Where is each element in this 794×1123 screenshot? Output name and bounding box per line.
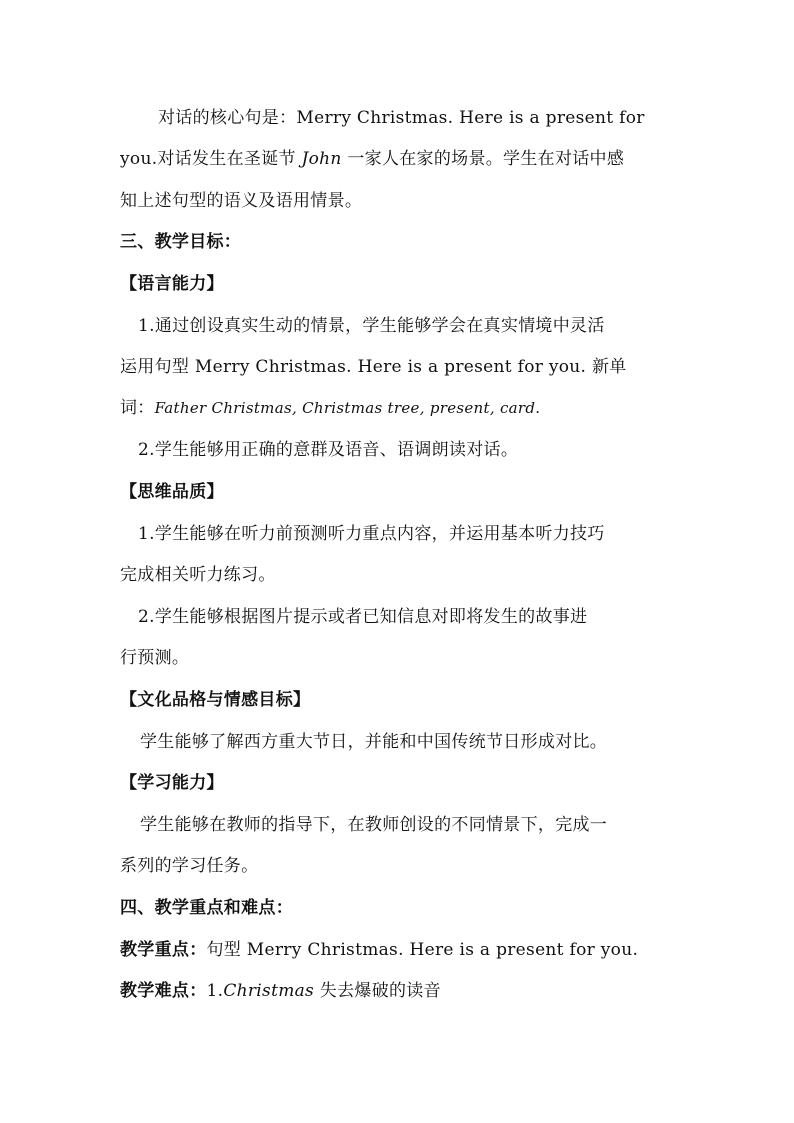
language-item1-line2: 运用句型 Merry Christmas. Here is a present for you. 新单	[120, 357, 627, 377]
paragraph-core-sentence-line1: 对话的核心句是：Merry Christmas. Here is a present for	[158, 108, 645, 128]
difficult-point-line	[120, 979, 680, 1003]
thinking-item1-line1: 1.学生能够在听力前预测听力重点内容，并运用基本听力技巧	[138, 524, 605, 544]
word-christmas: Christmas	[223, 981, 315, 1001]
name-john: John	[301, 149, 342, 169]
text-segment: 1.	[206, 981, 224, 1001]
language-item1-line1: 1.通过创设真实生动的情景，学生能够学会在真实情境中灵活	[138, 316, 605, 336]
thinking-item1-line2: 完成相关听力练习。	[120, 565, 276, 585]
culture-text: 学生能够了解西方重大节日，并能和中国传统节日形成对比。	[140, 732, 608, 752]
key-point-line	[120, 938, 680, 962]
section-4-title: 四、教学重点和难点：	[120, 898, 293, 918]
language-item1-line3	[120, 396, 680, 420]
text-segment: 一家人在家的场景。学生在对话中感	[341, 149, 625, 169]
language-item2: 2.学生能够用正确的意群及语音、语调朗读对话。	[138, 440, 519, 460]
learning-line1: 学生能够在教师的指导下，在教师创设的不同情景下，完成一	[140, 815, 608, 835]
text-segment: you.对话发生在圣诞节	[120, 149, 302, 169]
section-3-title: 三、教学目标：	[120, 232, 242, 252]
thinking-item2-line1: 2.学生能够根据图片提示或者已知信息对即将发生的故事进	[138, 607, 588, 627]
heading-learning-ability: 【学习能力】	[120, 773, 224, 793]
key-point-text: 句型 Merry Christmas. Here is a present for you.	[206, 940, 639, 960]
heading-culture-emotion: 【文化品格与情感目标】	[120, 690, 311, 710]
learning-line2: 系列的学习任务。	[120, 856, 259, 876]
paragraph-core-sentence-line3: 知上述句型的语义及语用情景。	[120, 191, 363, 211]
heading-language-ability: 【语言能力】	[120, 274, 224, 294]
thinking-item2-line2: 行预测。	[120, 648, 190, 668]
heading-thinking-quality: 【思维品质】	[120, 482, 224, 502]
text-segment: 词：	[120, 398, 155, 418]
difficult-point-label: 教学难点：	[120, 981, 207, 1001]
paragraph-core-sentence-line2	[120, 147, 680, 171]
key-point-label: 教学重点：	[120, 940, 207, 960]
text-segment: 失去爆破的读音	[314, 981, 441, 1001]
new-words: Father Christmas, Christmas tree, present, card.	[154, 399, 541, 417]
